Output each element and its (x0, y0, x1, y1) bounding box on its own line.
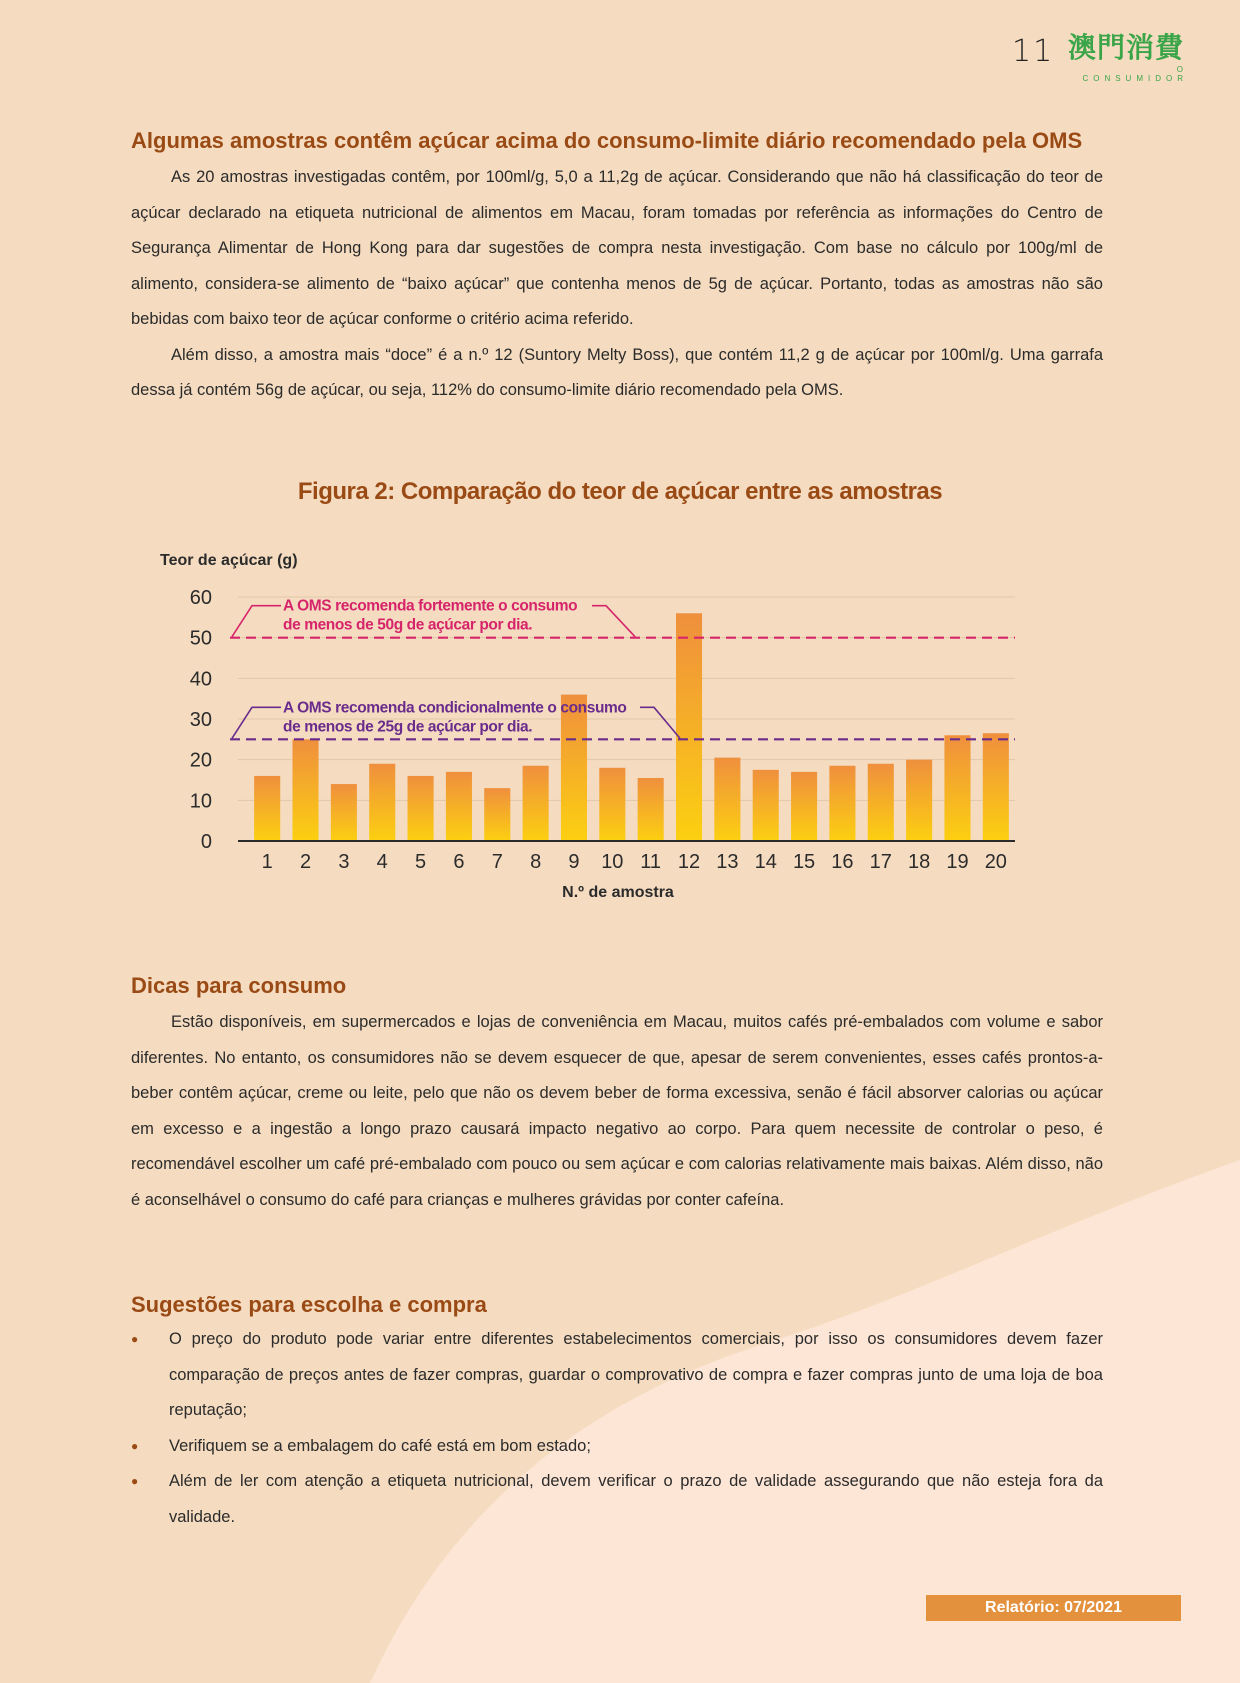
bar-sample-16 (829, 766, 855, 841)
x-tick-label: 17 (869, 851, 892, 873)
bar-sample-17 (868, 764, 894, 841)
x-tick-label: 2 (299, 851, 312, 873)
x-tick-label: 4 (376, 851, 388, 873)
section-heading-suggestions: Sugestões para escolha e compra (131, 1292, 487, 1317)
reference-callout-right (592, 606, 635, 637)
logo-subtext: O CONSUMIDOR (1082, 65, 1188, 83)
paragraph-sweetest: Além disso, a amostra mais “doce” é a n.º 12 (Suntory Melty Boss), que contém 11,2 g de açúcar por 100ml/g. Uma garrafa dessa já contém 56g de açúcar, ou seja, 112% do consumo-limite diário recomendado pela OMS. (131, 345, 1103, 399)
x-tick-label: 8 (530, 851, 542, 873)
list-item: ● O preço do produto pode variar entre diferentes estabelecimentos comerciais, por isso os consumidores devem fazer comparação de preços antes de fazer compras, guardar o comprovativo de compra e fazer compras junto de uma loja de boa reputação; (131, 1322, 1103, 1429)
section-heading-tips: Dicas para consumo (131, 973, 347, 998)
reference-label-line2: de menos de 50g de açúcar por dia. (283, 616, 533, 634)
bar-sample-14 (753, 770, 779, 841)
bar-sample-15 (791, 772, 817, 841)
reference-callout-right (640, 707, 680, 738)
x-tick-label: 6 (453, 851, 465, 873)
bar-sample-18 (906, 760, 932, 841)
section-heading-oms: Algumas amostras contêm açúcar acima do consumo-limite diário recomendado pela OMS (131, 128, 1083, 153)
y-tick-label: 40 (189, 668, 212, 691)
sugar-bar-chart (150, 545, 1030, 905)
section-tips (131, 973, 1103, 1218)
reference-callout-left (232, 606, 281, 637)
x-tick-label: 11 (640, 851, 662, 873)
paragraph-tips: Estão disponíveis, em supermercados e lojas de conveniência em Macau, muitos cafés pré-embalados com volume e sabor diferentes. No entanto, os consumidores não se devem esquecer de que, apesar de serem convenientes, esses cafés prontos-a-beber contêm açúcar, creme ou leite, pelo que não os devem beber de forma excessiva, senão é fácil absorver calorias ou açúcar em excesso e a ingestão a longo prazo causará impacto negativo ao corpo. Para quem necessite de controlar o peso, é recomendável escolher um café pré-embalado com pouco ou sem açúcar e com calorias relativamente mais baixas. Além disso, não é aconselhável o consumo do café para crianças e mulheres grávidas por conter cafeína. (131, 1013, 1103, 1209)
x-tick-label: 20 (984, 851, 1007, 873)
consumer-council-logo (1068, 31, 1188, 83)
x-tick-label: 9 (568, 851, 580, 873)
bar-sample-11 (638, 778, 664, 841)
figure-title: Figura 2: Comparação do teor de açúcar entre as amostras (297, 478, 943, 505)
x-tick-label: 12 (677, 851, 701, 873)
reference-callout-left (232, 707, 281, 738)
y-tick-label: 10 (189, 790, 212, 813)
y-tick-label: 0 (200, 831, 212, 853)
bar-sample-9 (561, 695, 587, 841)
reference-label-line2: de menos de 25g de açúcar por dia. (283, 718, 533, 736)
x-tick-label: 15 (792, 851, 816, 873)
reference-label-line1: A OMS recomenda condicionalmente o consumo (283, 699, 627, 717)
bar-sample-2 (292, 739, 318, 841)
x-tick-label: 18 (908, 851, 931, 873)
x-tick-label: 10 (601, 851, 624, 873)
bar-sample-1 (254, 776, 280, 841)
bar-sample-8 (523, 766, 549, 841)
list-item: ● Verifiquem se a embalagem do café está em bom estado; (131, 1429, 1103, 1465)
bar-sample-4 (369, 764, 395, 841)
bar-sample-13 (714, 758, 740, 841)
x-tick-label: 13 (716, 851, 739, 873)
x-axis-title: N.º de amostra (562, 884, 674, 901)
bar-sample-5 (408, 776, 434, 841)
bar-sample-7 (484, 788, 510, 841)
bar-sample-19 (944, 735, 970, 841)
list-item: ● Além de ler com atenção a etiqueta nutricional, devem verificar o prazo de validade assegurando que não esteja fora da validade. (131, 1464, 1103, 1535)
suggestions-list (131, 1322, 1103, 1535)
bar-sample-3 (331, 784, 357, 841)
x-tick-label: 1 (261, 851, 273, 873)
logo-text: 澳門消費 (1068, 31, 1185, 64)
x-tick-label: 5 (415, 851, 427, 873)
x-tick-label: 7 (491, 851, 503, 873)
bar-sample-12 (676, 613, 702, 841)
report-badge: Relatório: 07/2021 (926, 1595, 1181, 1621)
x-tick-label: 16 (831, 851, 854, 873)
section-suggestions (131, 1292, 1103, 1535)
y-axis-title: Teor de açúcar (g) (160, 552, 298, 569)
x-tick-label: 3 (338, 851, 350, 873)
x-tick-label: 14 (754, 851, 777, 873)
x-tick-label: 19 (946, 851, 969, 873)
paragraph-samples: As 20 amostras investigadas contêm, por 100ml/g, 5,0 a 11,2g de açúcar. Considerando que não há classificação do teor de açúcar declarado na etiqueta nutricional de alimentos em Macau, foram tomadas por referência as informações do Centro de Segurança Alimentar de Hong Kong para dar sugestões de compra nesta investigação. Com base no cálculo por 100g/ml de alimento, considera-se alimento de “baixo açúcar” que contenha menos de 5g de açúcar. Portanto, todas as amostras não são bebidas com baixo teor de açúcar conforme o critério acima referido. (131, 168, 1103, 328)
y-tick-label: 50 (189, 627, 212, 650)
y-tick-label: 20 (189, 749, 212, 772)
bar-sample-20 (983, 733, 1009, 841)
reference-label-line1: A OMS recomenda fortemente o consumo (283, 597, 578, 615)
y-tick-label: 60 (189, 587, 212, 609)
bar-sample-10 (599, 768, 625, 841)
section-sugar-content (131, 128, 1103, 409)
bar-sample-6 (446, 772, 472, 841)
page-number: 11 (1012, 34, 1055, 69)
y-tick-label: 30 (189, 709, 212, 731)
